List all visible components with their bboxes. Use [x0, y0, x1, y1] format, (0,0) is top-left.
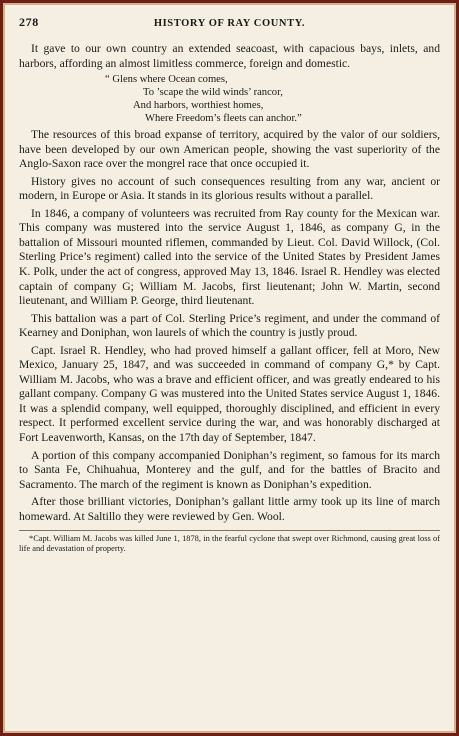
poem-line: And harbors, worthiest homes,	[133, 100, 264, 112]
page-number: 278	[19, 15, 39, 29]
running-title: HISTORY OF RAY COUNTY.	[153, 18, 306, 29]
paragraph-hendley: Capt. Israel R. Hendley, who had proved himself a gallant officer, fell at Moro, New Mexico, January 25, 1847, and was succeeded in command of company G,* by Capt. William M. Jacobs, who was a brave and efficient officer, and was greatly endeared to his gallant company. Company G was mustered into the United States service August 1, 1846. It was a splendid company, well equipped, thoroughly disciplined, and efficient in every respect. It performed excellent service during the war, and was honorably discharged at Fort Leavenworth, Kansas, on the 17th day of September, 1847.	[19, 343, 440, 445]
paragraph-march-homeward: After those brilliant victories, Doniphan’s gallant little army took up its line of march homeward. At Saltillo they were reviewed by Gen. Wool.	[19, 495, 440, 523]
poem-line: “ Glens where Ocean comes,	[105, 74, 228, 86]
paragraph-company-recruited: In 1846, a company of volunteers was recruited from Ray county for the Mexican war. This company was mustered into the service August 1, 1846, as company G, in the battalion of Missouri mounted riflemen, commanded by Lieut. Col. David Willock, (Col. Sterling Price’s regiment) called into the service of the United States by President James K. Polk, under the act of congress, approved May 13, 1846. Israel R. Hendley was elected captain of company G; William M. Jacobs, first lieutenant; John W. Martin, second lieutenant, and William P. George, third lieutenant.	[19, 206, 440, 308]
footnote-divider	[19, 530, 440, 531]
poem-quote	[19, 73, 440, 125]
poem-line: Where Freedom’s fleets can anchor.”	[145, 113, 302, 125]
page-border	[3, 3, 456, 733]
body-text	[19, 42, 440, 524]
paragraph-doniphan-expedition: A portion of this company accompanied Doniphan’s regiment, so famous for its march to Santa Fe, Chihuahua, Monterey and the gulf, and for the battles of Bracito and Sacramento. The march of the regiment is known as Doniphan’s expedition.	[19, 448, 440, 491]
paragraph-resources: The resources of this broad expanse of territory, acquired by the valor of our soldiers, have been developed by our own American people, showing the vast superiority of the Anglo-Saxon race over the mongrel race that once occupied it.	[19, 128, 440, 171]
running-head	[19, 15, 440, 33]
paragraph-battalion: This battalion was a part of Col. Sterling Price’s regiment, and under the command of Kearney and Doniphan, won laurels of which the country is justly proud.	[19, 311, 440, 340]
intro-paragraph: It gave to our own country an extended seacoast, with capacious bays, inlets, and harbors, affording an almost limitless commerce, foreign and domestic.	[19, 42, 440, 70]
book-page	[19, 15, 440, 723]
footnote: *Capt. William M. Jacobs was killed June 1, 1878, in the fearful cyclone that swept over Richmond, causing great loss of life and devastation of property.	[19, 534, 440, 554]
paragraph-history: History gives no account of such consequences resulting from any war, ancient or modern, in Europe or Asia. It stands in its glorious results without a parallel.	[19, 174, 440, 203]
poem-line: To ’scape the wild winds’ rancor,	[143, 87, 283, 99]
